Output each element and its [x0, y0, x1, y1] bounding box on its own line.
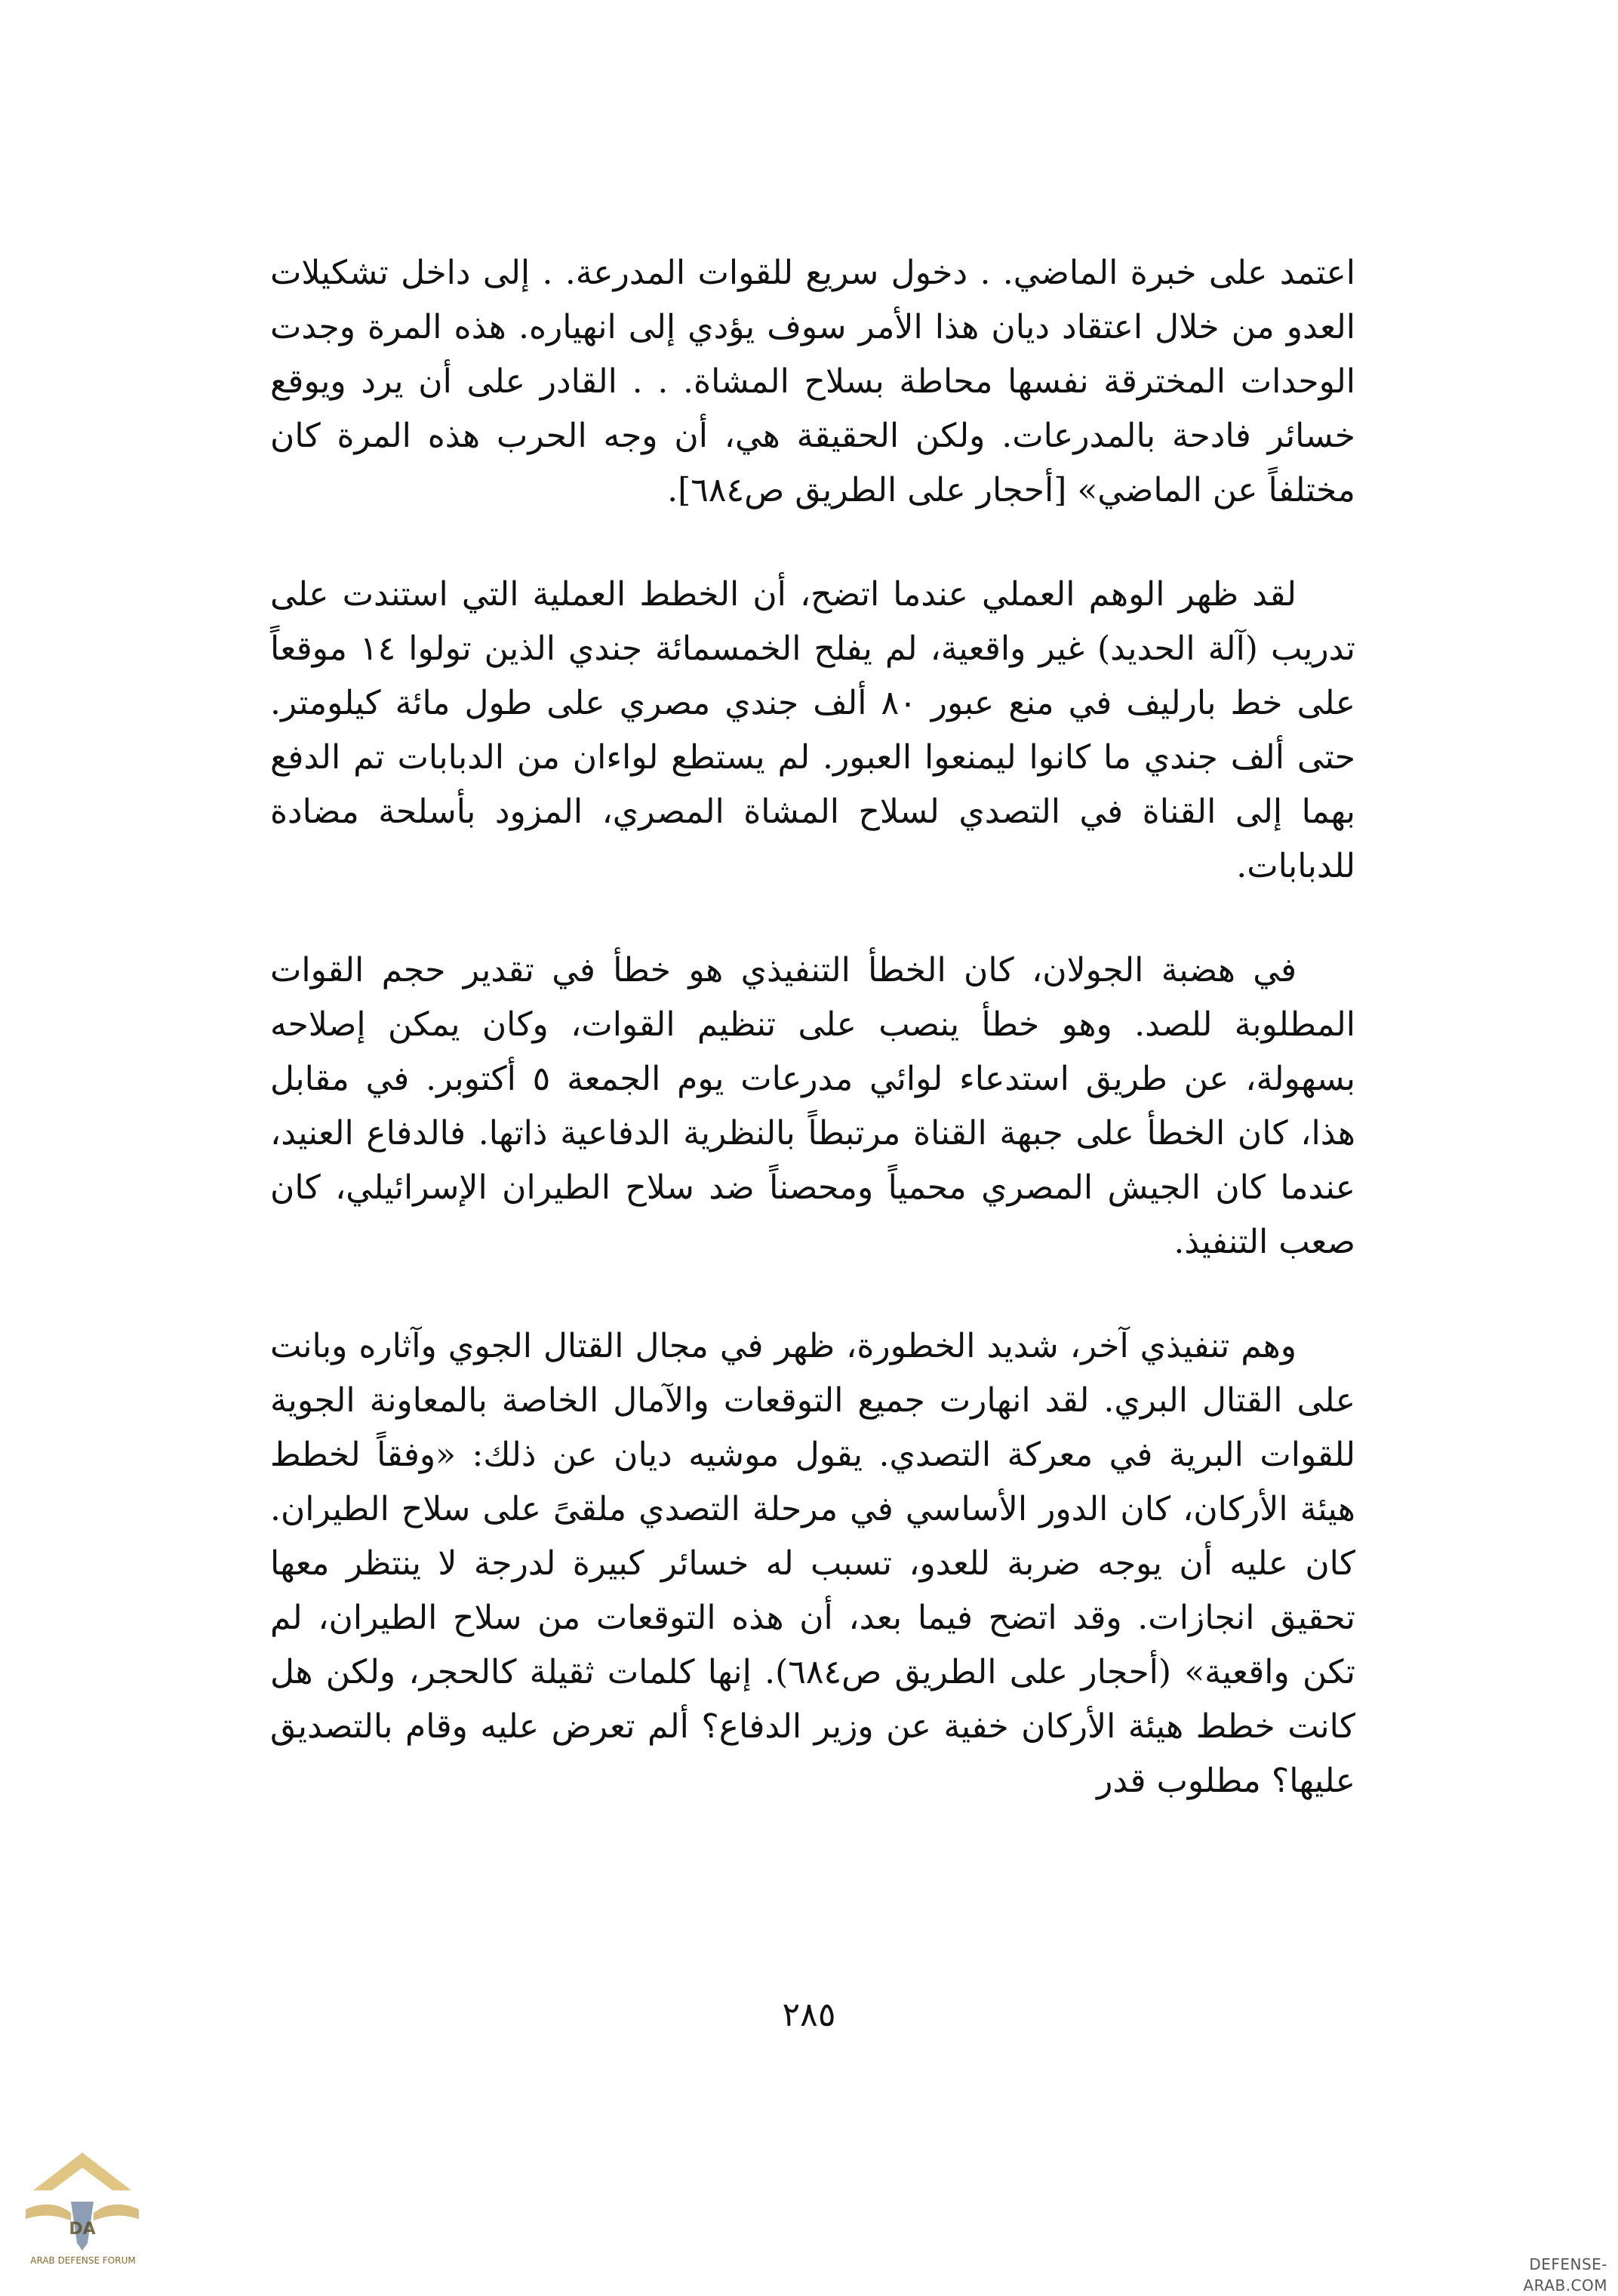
forum-caption: ARAB DEFENSE FORUM	[30, 2255, 136, 2266]
paragraph-4: وهم تنفيذي آخر، شديد الخطورة، ظهر في مجال القتال الجوي وآثاره وبانت على القتال البري. لقد انهارت جميع التوقعات والآمال الخاصة بالمعاونة الجوية للقوات البرية في معركة التصدي. يقول موشيه ديان عن ذلك: «وفقاً لخطط هيئة الأركان، كان الدور الأساسي في مرحلة التصدي ملقىً على سلاح الطيران. كان عليه أن يوجه ضربة للعدو، تسبب له خسائر كبيرة لدرجة لا ينتظر معها تحقيق انجازات. وقد اتضح فيما بعد، أن هذه التوقعات من سلاح الطيران، لم تكن واقعية» (أحجار على الطريق ص٦٨٤). إنها كلمات ثقيلة كالحجر، ولكن هل كانت خطط هيئة الأركان خفية عن وزير الدفاع؟ ألم تعرض عليه وقام بالتصديق عليها؟ مطلوب قدر	[270, 1327, 1356, 1800]
forum-logo-text: DA	[69, 2220, 96, 2239]
forum-logo-icon	[18, 2137, 146, 2266]
paragraph-1: اعتمد على خبرة الماضي. . دخول سريع للقوات المدرعة. . إلى داخل تشكيلات العدو من خلال اعتقاد ديان هذا الأمر سوف يؤدي إلى انهياره. هذه المرة وجدت الوحدات المخترقة نفسها محاطة بسلاح المشاة. . . القادر على أن يرد ويوقع خسائر فادحة بالمدرعات. ولكن الحقيقة هي، أن وجه الحرب هذه المرة كان مختلفاً عن الماضي» [أحجار على الطريق ص٦٨٤].	[270, 254, 1356, 509]
site-watermark: DEFENSE-ARAB.COM	[1523, 2255, 1607, 2294]
paragraph-2: لقد ظهر الوهم العملي عندما اتضح، أن الخطط العملية التي استندت على تدريب (آلة الحديد) غير واقعية، لم يفلح الخمسمائة جندي الذين تولوا ١٤ موقعاً على خط بارليف في منع عبور ٨٠ ألف جندي مصري على طول مائة كيلومتر. حتى ألف جندي ما كانوا ليمنعوا العبور. لم يستطع لواءان من الدبابات تم الدفع بهما إلى القناة في التصدي لسلاح المشاة المصري، المزود بأسلحة مضادة للدبابات.	[270, 575, 1356, 885]
paragraph-3: في هضبة الجولان، كان الخطأ التنفيذي هو خطأ في تقدير حجم القوات المطلوبة للصد. وهو خطأ ينصب على تنظيم القوات، وكان يمكن إصلاحه بسهولة، عن طريق استدعاء لوائي مدرعات يوم الجمعة ٥ أكتوبر. في مقابل هذا، كان الخطأ على جبهة القناة مرتبطاً بالنظرية الدفاعية ذاتها. فالدفاع العنيد، عندما كان الجيش المصري محمياً ومحصناً ضد سلاح الطيران الإسرائيلي، كان صعب التنفيذ.	[270, 951, 1356, 1261]
page-number: ٢٨٥	[782, 1996, 836, 2034]
page-body	[270, 246, 1355, 1858]
